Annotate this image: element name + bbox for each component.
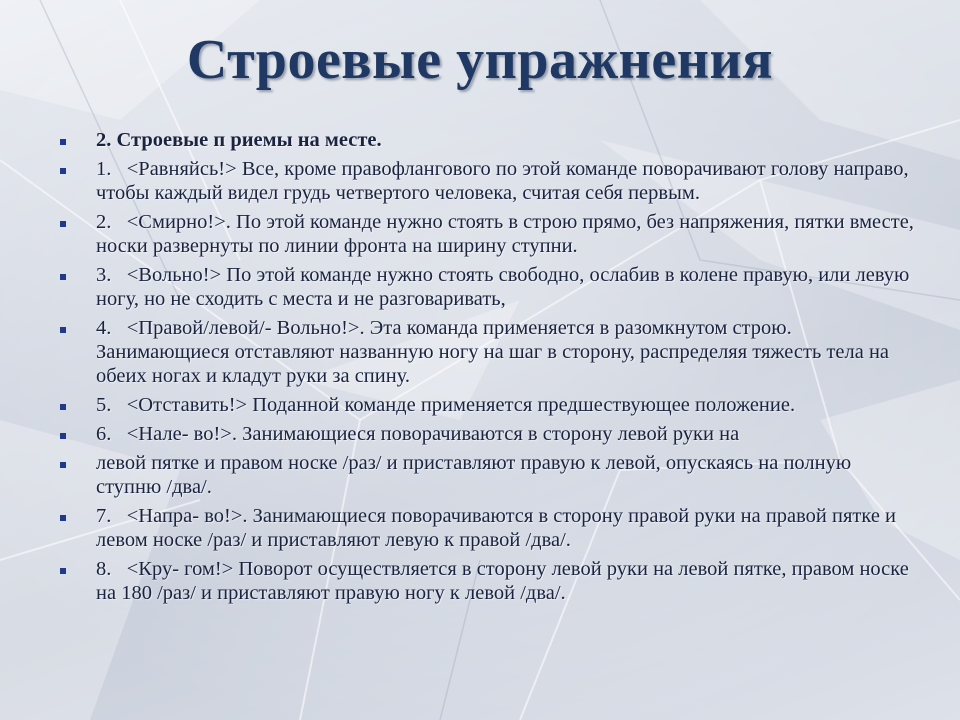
bullet-list: [56, 128, 916, 610]
square-bullet-icon: [60, 404, 66, 410]
list-item: [56, 422, 916, 446]
square-bullet-icon: [60, 274, 66, 280]
list-item-text: левой пятке и правом носке /раз/ и приставляют правую к левой, опускаясь на полную ступню /два/.: [96, 452, 852, 498]
list-item-text: 5. <Отставить!> Поданной команде применяется предшествующее положение.: [96, 394, 796, 416]
slide-title: Строевые упражнения: [186, 29, 774, 91]
list-item-text: 2. Строевые п риемы на месте.: [96, 129, 382, 151]
list-item-text: 4. <Правой/левой/- Вольно!>. Эта команда применяется в разомкнутом строю. Занимающиеся отставляют названную ногу на шаг в сторону, распределяя тяжесть тела на обеих ногах и кладут руки за спину.: [96, 317, 890, 387]
list-item-heading: [56, 128, 916, 152]
list-item-text: 7. <Напра- во!>. Занимающиеся поворачиваются в сторону правой руки на правой пятке и левом носке /раз/ и приставляют левую к правой /два/.: [96, 505, 897, 551]
list-item: [56, 393, 916, 417]
list-item: [56, 504, 916, 552]
list-item-text: 8. <Кру- гом!> Поворот осуществляется в сторону левой руки на левой пятке, правом носке на 180 /раз/ и приставляют правую ногу к левой /два/.: [96, 558, 909, 604]
square-bullet-icon: [60, 462, 66, 468]
list-item-text: 2. <Смирно!>. По этой команде нужно стоять в строю прямо, без напряжения, пятки вместе, носки развернуты по линии фронта на ширину ступни.: [96, 211, 914, 257]
list-item-text: 1. <Равняйсь!> Все, кроме правофлангового по этой команде поворачивают голову направо, чтобы каждый видел грудь четвертого человека, считая себя первым.: [96, 158, 909, 204]
square-bullet-icon: [60, 433, 66, 439]
square-bullet-icon: [60, 568, 66, 574]
list-item: [56, 263, 916, 311]
list-item-text: 6. <Нале- во!>. Занимающиеся поворачиваются в сторону левой руки на: [96, 423, 740, 445]
list-item: [56, 210, 916, 258]
square-bullet-icon: [60, 168, 66, 174]
list-item: [56, 316, 916, 388]
list-item: [56, 451, 916, 499]
square-bullet-icon: [60, 515, 66, 521]
square-bullet-icon: [60, 139, 66, 145]
square-bullet-icon: [60, 221, 66, 227]
list-item: [56, 557, 916, 605]
square-bullet-icon: [60, 327, 66, 333]
list-item-text: 3. <Вольно!> По этой команде нужно стоять свободно, ослабив в колене правую, или левую ногу, но не сходить с места и не разговаривать,: [96, 264, 910, 310]
list-item: [56, 157, 916, 205]
